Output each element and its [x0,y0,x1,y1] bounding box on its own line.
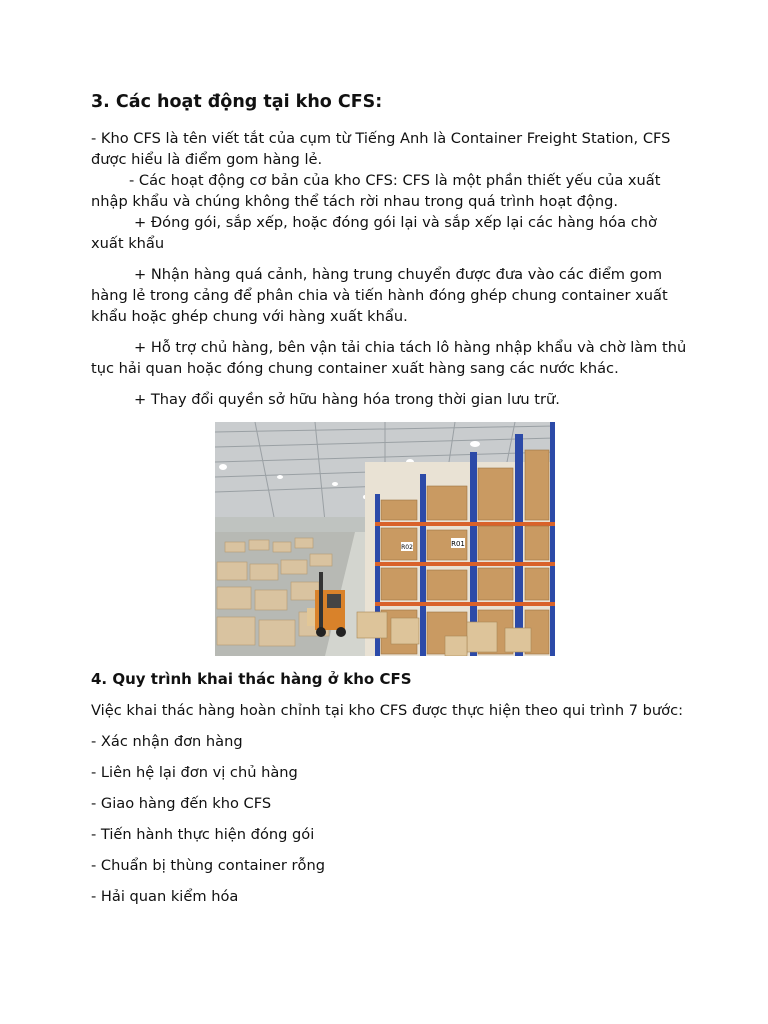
bullet-ownership-change [91,389,691,410]
rack-label-r01: R01 [451,540,465,548]
bullet-customs-support [91,337,691,379]
paragraph-cfs-activities-text: - Các hoạt động cơ bản của kho CFS: CFS là một phần thiết yếu của xuất nhập khẩu và chúng không thể tách rời nhau trong quá trình hoạt động. [91,172,661,210]
section-3-heading: 3. Các hoạt động tại kho CFS: [91,92,383,112]
paragraph-cfs-definition: - Kho CFS là tên viết tắt của cụm từ Tiếng Anh là Container Freight Station, CFS được hiểu là điểm gom hàng lẻ. [91,130,671,168]
list-item: - Hải quan kiểm hóa [91,888,239,905]
section-4-intro: Việc khai thác hàng hoàn chỉnh tại kho CFS được thực hiện theo qui trình 7 bước: [91,702,684,719]
paragraph-cfs-activities [91,170,691,212]
section-4-heading: 4. Quy trình khai thác hàng ở kho CFS [91,670,412,688]
bullet-transit-goods [91,264,691,327]
list-item: - Giao hàng đến kho CFS [91,795,272,812]
bullet-customs-support-text: + Hỗ trợ chủ hàng, bên vận tải chia tách lô hàng nhập khẩu và chờ làm thủ tục hải quan hoặc đóng chung container xuất hàng sang các nước khác. [91,339,687,377]
list-item: - Tiến hành thực hiện đóng gói [91,826,315,843]
list-item: - Chuẩn bị thùng container rỗng [91,857,325,874]
document-page [91,90,691,917]
warehouse-photo [215,422,555,656]
process-steps-list [91,731,691,907]
bullet-packing [91,212,691,254]
warehouse-illustration [215,422,555,656]
bullet-packing-text: + Đóng gói, sắp xếp, hoặc đóng gói lại và sắp xếp lại các hàng hóa chờ xuất khẩu [91,214,657,252]
list-item: - Xác nhận đơn hàng [91,733,243,750]
bullet-transit-goods-text: + Nhận hàng quá cảnh, hàng trung chuyển được đưa vào các điểm gom hàng lẻ trong cảng để phân chia và tiến hành đóng ghép chung container xuất khẩu hoặc ghép chung với hàng xuất khẩu. [91,266,668,325]
list-item: - Liên hệ lại đơn vị chủ hàng [91,764,298,781]
rack-label-r02: R02 [401,544,413,551]
bullet-ownership-change-text: + Thay đổi quyền sở hữu hàng hóa trong thời gian lưu trữ. [134,391,560,408]
